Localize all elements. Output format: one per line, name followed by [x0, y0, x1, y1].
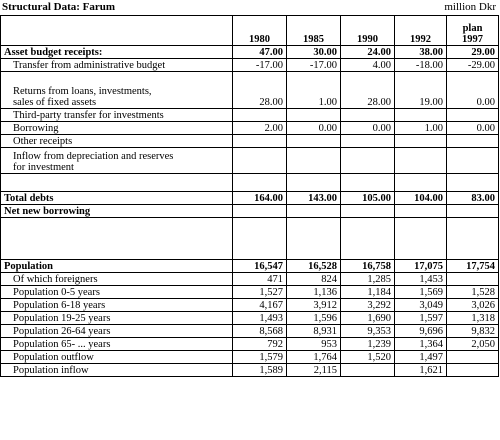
cell-value: 0.00	[447, 72, 499, 109]
cell-value: 1,453	[395, 273, 447, 286]
cell-value: 2.00	[233, 122, 287, 135]
table-row	[1, 351, 499, 364]
cell-value: 1.00	[395, 122, 447, 135]
cell-value	[447, 148, 499, 174]
table-row	[1, 312, 499, 325]
table-row	[1, 205, 499, 218]
cell-value	[341, 109, 395, 122]
row-label: Of which foreigners	[1, 273, 233, 286]
cell-value	[447, 109, 499, 122]
cell-value: 9,832	[447, 325, 499, 338]
table-row	[1, 192, 499, 205]
cell-value: 164.00	[233, 192, 287, 205]
col-1997	[447, 16, 499, 46]
cell-value: 0.00	[287, 122, 341, 135]
cell-value: 83.00	[447, 192, 499, 205]
cell-value: -17.00	[287, 59, 341, 72]
cell-value	[341, 135, 395, 148]
cell-value: -17.00	[233, 59, 287, 72]
cell-value: 0.00	[341, 122, 395, 135]
cell-value: 8,568	[233, 325, 287, 338]
cell-value: 1,569	[395, 286, 447, 299]
cell-value: 28.00	[233, 72, 287, 109]
cell-value: 4.00	[341, 59, 395, 72]
cell-value: -18.00	[395, 59, 447, 72]
cell-value	[395, 148, 447, 174]
col-1985: 1985	[287, 16, 341, 46]
cell-value: 1,364	[395, 338, 447, 351]
cell-value	[233, 148, 287, 174]
cell-value: 16,758	[341, 260, 395, 273]
cell-value: 1,285	[341, 273, 395, 286]
row-label	[1, 148, 233, 174]
structural-data-table	[0, 15, 499, 377]
cell-value: 2,050	[447, 338, 499, 351]
cell-value: 1,318	[447, 312, 499, 325]
row-label: Population 65- ... years	[1, 338, 233, 351]
cell-value	[287, 109, 341, 122]
cell-value: 4,167	[233, 299, 287, 312]
cell-value	[233, 109, 287, 122]
row-label: Population inflow	[1, 364, 233, 377]
cell-value: 1,528	[447, 286, 499, 299]
cell-value	[447, 205, 499, 218]
cell-value: 29.00	[447, 46, 499, 59]
cell-value: 1,184	[341, 286, 395, 299]
cell-value: 16,547	[233, 260, 287, 273]
cell-value: 1,579	[233, 351, 287, 364]
header-row	[1, 16, 499, 46]
cell-value: 30.00	[287, 46, 341, 59]
cell-value: 47.00	[233, 46, 287, 59]
row-label-line: Inflow from depreciation and reserves	[13, 151, 174, 162]
cell-value: 28.00	[341, 72, 395, 109]
cell-value: 1,764	[287, 351, 341, 364]
cell-value	[233, 205, 287, 218]
cell-value	[395, 135, 447, 148]
row-label: Transfer from administrative budget	[1, 59, 233, 72]
cell-value: 16,528	[287, 260, 341, 273]
cell-value	[395, 205, 447, 218]
cell-value	[447, 135, 499, 148]
cell-value	[341, 148, 395, 174]
table-title: Structural Data: Farum	[2, 1, 116, 13]
cell-value: 1,597	[395, 312, 447, 325]
row-label: Asset budget receipts:	[1, 46, 233, 59]
row-label: Borrowing	[1, 122, 233, 135]
row-label: Population 0-5 years	[1, 286, 233, 299]
row-label	[1, 72, 233, 109]
table-row	[1, 46, 499, 59]
cell-value	[447, 351, 499, 364]
row-label-line: Returns from loans, investments,	[13, 86, 152, 97]
cell-value: 105.00	[341, 192, 395, 205]
cell-value: 1,239	[341, 338, 395, 351]
header-label-cell	[1, 16, 233, 46]
cell-value	[233, 135, 287, 148]
spacer-row	[1, 174, 499, 192]
cell-value: 792	[233, 338, 287, 351]
cell-value: 17,075	[395, 260, 447, 273]
cell-value: 9,353	[341, 325, 395, 338]
row-label-line: for investment	[13, 162, 74, 173]
row-label-line: sales of fixed assets	[13, 97, 97, 108]
row-label: Total debts	[1, 192, 233, 205]
table-row	[1, 338, 499, 351]
cell-value: 143.00	[287, 192, 341, 205]
table-row	[1, 59, 499, 72]
table-row	[1, 109, 499, 122]
cell-value: 3,292	[341, 299, 395, 312]
cell-value	[341, 364, 395, 377]
row-label: Population 19-25 years	[1, 312, 233, 325]
col-1992: 1992	[395, 16, 447, 46]
table-row	[1, 135, 499, 148]
table-row	[1, 148, 499, 174]
table-row	[1, 122, 499, 135]
table-row	[1, 273, 499, 286]
cell-value	[447, 273, 499, 286]
cell-value	[341, 205, 395, 218]
cell-value: 1,493	[233, 312, 287, 325]
row-label: Population	[1, 260, 233, 273]
cell-value: 24.00	[341, 46, 395, 59]
cell-value: -29.00	[447, 59, 499, 72]
cell-value: 3,049	[395, 299, 447, 312]
row-label: Population 26-64 years	[1, 325, 233, 338]
cell-value: 1,497	[395, 351, 447, 364]
cell-value	[395, 109, 447, 122]
table-row	[1, 364, 499, 377]
row-label: Population 6-18 years	[1, 299, 233, 312]
table-row	[1, 286, 499, 299]
cell-value	[287, 205, 341, 218]
cell-value: 19.00	[395, 72, 447, 109]
cell-value: 1,589	[233, 364, 287, 377]
cell-value: 1.00	[287, 72, 341, 109]
col-1990: 1990	[341, 16, 395, 46]
cell-value: 824	[287, 273, 341, 286]
col-1980: 1980	[233, 16, 287, 46]
cell-value	[287, 148, 341, 174]
cell-value: 1,621	[395, 364, 447, 377]
plan-label: plan	[462, 23, 483, 34]
cell-value: 3,912	[287, 299, 341, 312]
table-row	[1, 299, 499, 312]
cell-value: 471	[233, 273, 287, 286]
cell-value: 8,931	[287, 325, 341, 338]
header	[0, 0, 500, 14]
cell-value: 1,136	[287, 286, 341, 299]
table-row	[1, 72, 499, 109]
cell-value: 1,520	[341, 351, 395, 364]
row-label: Net new borrowing	[1, 205, 233, 218]
spacer-row	[1, 218, 499, 260]
cell-value: 104.00	[395, 192, 447, 205]
cell-value: 3,026	[447, 299, 499, 312]
col-1997-label: 1997	[462, 34, 483, 45]
cell-value	[447, 364, 499, 377]
cell-value	[287, 135, 341, 148]
row-label: Other receipts	[1, 135, 233, 148]
row-label: Third-party transfer for investments	[1, 109, 233, 122]
cell-value: 1,596	[287, 312, 341, 325]
cell-value: 1,527	[233, 286, 287, 299]
cell-value: 953	[287, 338, 341, 351]
cell-value: 9,696	[395, 325, 447, 338]
cell-value: 1,690	[341, 312, 395, 325]
row-label: Population outflow	[1, 351, 233, 364]
unit-label: million Dkr	[444, 1, 496, 13]
table-row	[1, 325, 499, 338]
cell-value: 17,754	[447, 260, 499, 273]
table-row	[1, 260, 499, 273]
cell-value: 38.00	[395, 46, 447, 59]
cell-value: 2,115	[287, 364, 341, 377]
cell-value: 0.00	[447, 122, 499, 135]
